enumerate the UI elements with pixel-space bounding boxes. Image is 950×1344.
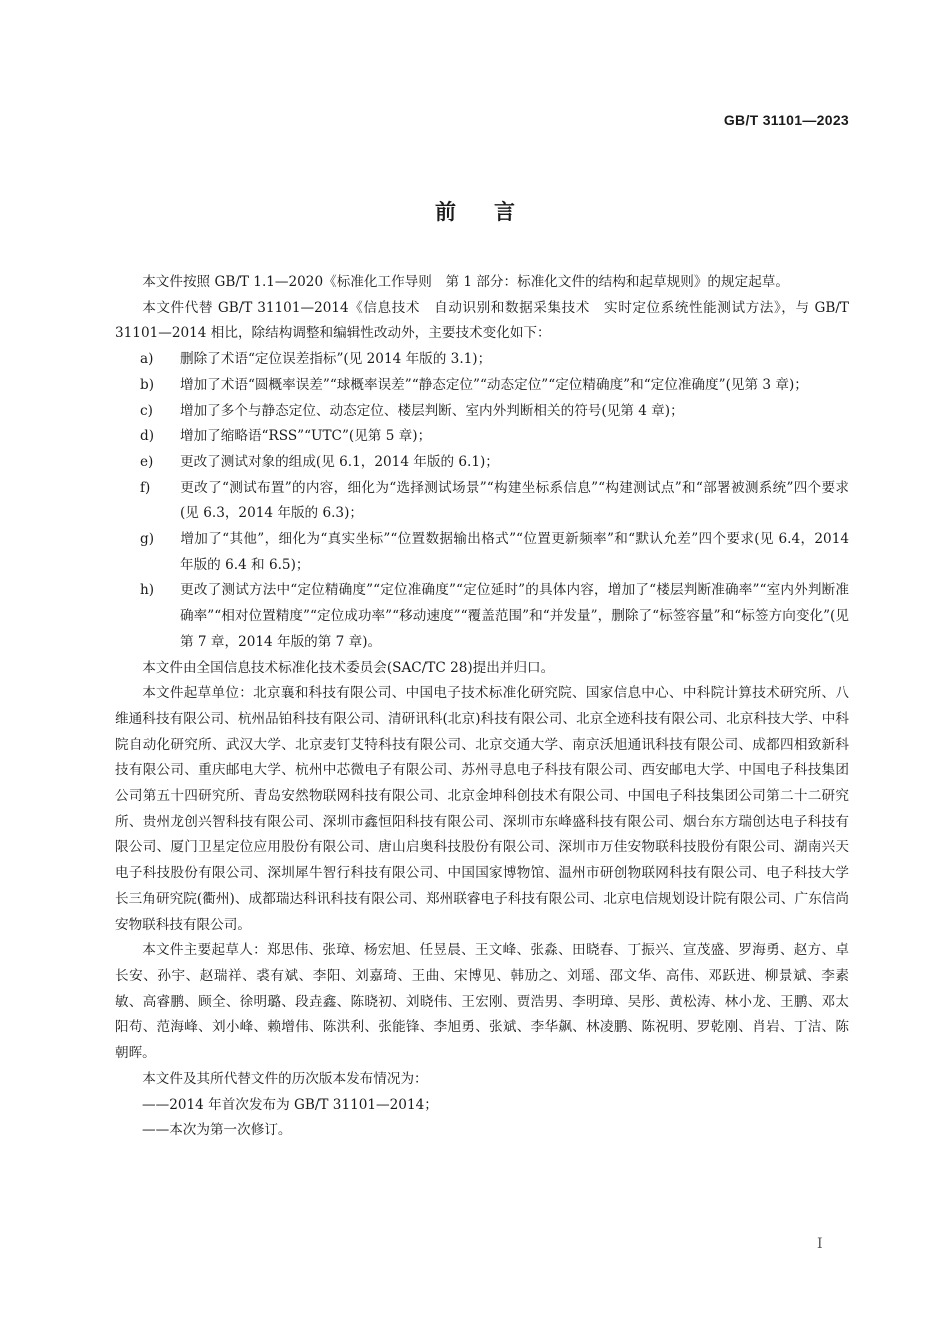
foreword-body xyxy=(115,270,849,1144)
list-text: 增加了“其他”，细化为“真实坐标”“位置数据输出格式”“位置更新频率”和“默认允差”四个要求(见 6.4，2014 年版的 6.4 和 6.5)； xyxy=(180,531,849,573)
list-text: 增加了缩略语“RSS”“UTC”(见第 5 章)； xyxy=(180,428,432,445)
drafters-paragraph: 本文件主要起草人：郑思伟、张璋、杨宏旭、任昱晨、王文峰、张淼、田晓春、丁振兴、宣茂盛、罗海勇、赵方、卓长安、孙宇、赵瑞祥、裘有斌、李阳、刘嘉琦、王曲、宋博见、韩劢之、刘瑶、邵文华、高伟、邓跃进、柳景斌、李素敏、高睿鹏、顾全、徐明璐、段垚鑫、陈晓初、刘晓伟、王宏刚、贾浩男、李明璋、吴彤、黄松涛、林小龙、王鹏、邓太阳苟、范海峰、刘小峰、赖增伟、陈洪利、张能锋、李旭勇、张斌、李华飙、林凌鹏、陈祝明、罗乾刚、肖岩、丁洁、陈朝晖。 xyxy=(115,942,849,1062)
page-title: 前言 xyxy=(435,200,553,224)
intro-paragraph-1: 本文件按照 GB/T 1.1—2020《标准化工作导则 第 1 部分：标准化文件的结构和起草规则》的规定起草。 xyxy=(142,274,789,290)
list-label: h) xyxy=(140,582,155,599)
change-item-c xyxy=(115,399,849,425)
list-label: d) xyxy=(140,428,155,445)
page-number: I xyxy=(817,1236,823,1252)
change-item-e xyxy=(115,450,849,476)
list-text: 增加了多个与静态定位、动态定位、楼层判断、室内外判断相关的符号(见第 4 章)； xyxy=(180,402,684,419)
list-label: b) xyxy=(140,376,155,393)
list-text: 删除了术语“定位误差指标”(见 2014 年版的 3.1)； xyxy=(180,351,492,368)
list-text: 更改了测试对象的组成(见 6.1，2014 年版的 6.1)； xyxy=(180,453,499,470)
list-text: 增加了术语“圆概率误差”“球概率误差”“静态定位”“动态定位”“定位精确度”和“定位准确度”(见第 3 章)； xyxy=(180,376,808,393)
list-label: a) xyxy=(140,351,154,368)
drafting-units-paragraph: 本文件起草单位：北京襄和科技有限公司、中国电子技术标准化研究院、国家信息中心、中科院计算技术研究所、八维通科技有限公司、杭州品铂科技有限公司、清研讯科(北京)科技有限公司、北京全迹科技有限公司、北京科技大学、中科院自动化研究所、武汉大学、北京麦钉艾特科技有限公司、北京交通大学、南京沃旭通讯科技有限公司、成都四相致新科技有限公司、重庆邮电大学、杭州中芯微电子有限公司、苏州寻息电子科技有限公司、西安邮电大学、中国电子科技集团公司第五十四研究所、青岛安然物联网科技有限公司、北京金坤科创技术有限公司、中国电子科技集团公司第二十二研究所、贵州龙创兴智科技有限公司、深圳市鑫恒阳科技有限公司、深圳市东峰盛科技有限公司、烟台东方瑞创达电子科技有限公司、厦门卫星定位应用股份有限公司、唐山启奥科技股份有限公司、深圳市万佳安物联科技股份有限公司、湖南兴天电子科技股份有限公司、深圳犀牛智行科技有限公司、中国国家博物馆、温州市研创物联网科技有限公司、电子科技大学长三角研究院(衢州)、成都瑞达科讯科技有限公司、郑州联睿电子科技有限公司、北京电信规划设计院有限公司、广东信尚安物联科技有限公司。 xyxy=(115,685,849,933)
list-text: 更改了“测试布置”的内容，细化为“选择测试场景”“构建坐标系信息”“构建测试点”和“部署被测系统”四个要求(见 6.3，2014 年版的 6.3)； xyxy=(180,479,849,522)
change-item-b xyxy=(115,373,849,399)
list-label: g) xyxy=(140,531,155,548)
history-item: ——2014 年首次发布为 GB/T 31101—2014； xyxy=(142,1096,438,1113)
change-item-h xyxy=(115,578,849,655)
standard-code: GB/T 31101—2023 xyxy=(723,112,849,128)
intro-paragraph-2: 本文件代替 GB/T 31101—2014《信息技术 自动识别和数据采集技术 实时定位系统性能测试方法》，与 GB/T 31101—2014 相比，除结构调整和编辑性改动外，主要技术变化如下： xyxy=(115,299,849,342)
change-item-f xyxy=(115,476,849,527)
change-item-a xyxy=(115,347,849,373)
list-label: e) xyxy=(140,453,154,470)
change-item-g xyxy=(115,527,849,578)
list-text: 更改了测试方法中“定位精确度”“定位准确度”“定位延时”的具体内容，增加了“楼层判断准确率”“室内外判断准确率”“相对位置精度”“定位成功率”“移动速度”“覆盖范围”和“并发量”，删除了“标签容量”和“标签方向变化”(见第 7 章，2014 年版的第 7 章)。 xyxy=(180,582,849,650)
list-label: f) xyxy=(140,479,151,496)
history-intro: 本文件及其所代替文件的历次版本发布情况为： xyxy=(142,1070,428,1087)
list-label: c) xyxy=(140,402,153,419)
history-item: ——本次为第一次修订。 xyxy=(142,1122,292,1139)
committee-paragraph: 本文件由全国信息技术标准化技术委员会(SAC/TC 28)提出并归口。 xyxy=(142,659,555,676)
change-item-d xyxy=(115,424,849,450)
